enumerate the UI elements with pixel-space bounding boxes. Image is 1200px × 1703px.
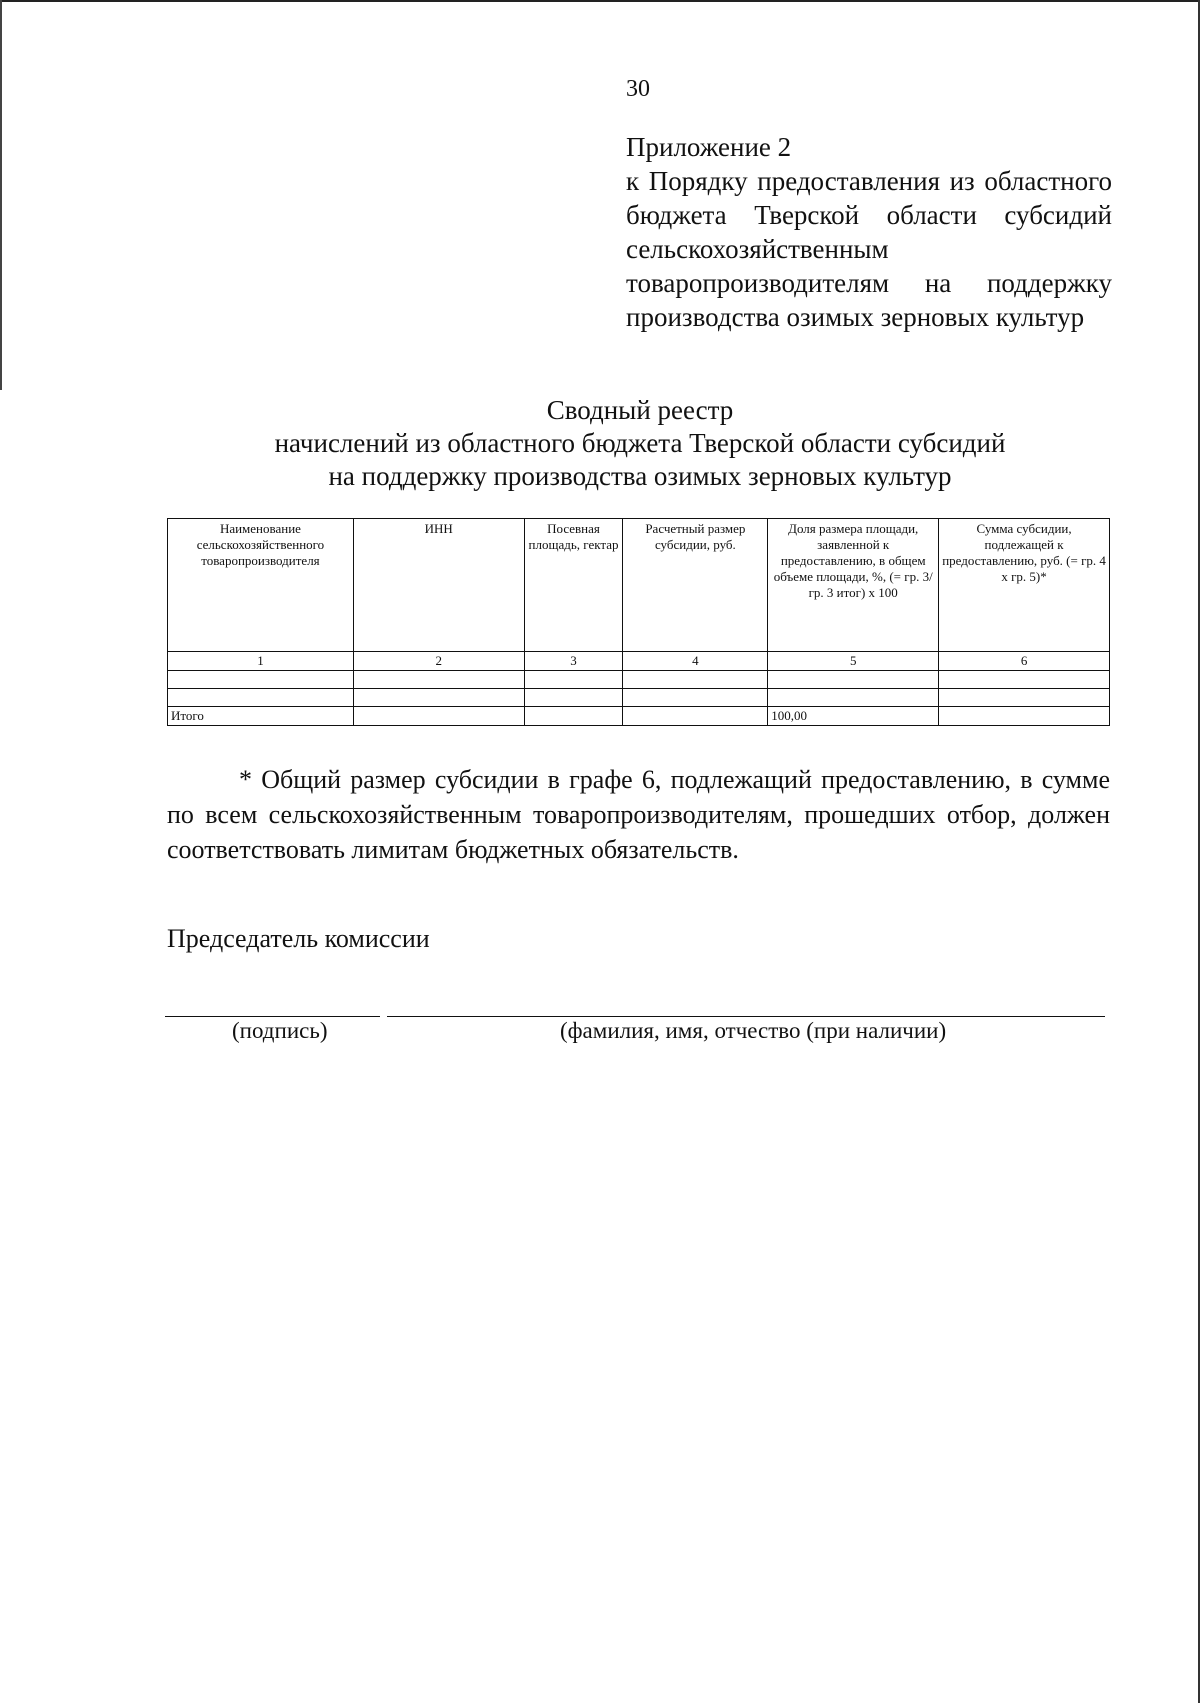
column-number-row <box>168 652 1110 671</box>
signature-caption: (подпись) <box>232 1018 328 1043</box>
table-cell <box>768 689 939 707</box>
table-cell <box>524 689 623 707</box>
registry-table <box>167 518 1110 726</box>
signature-line <box>165 1016 380 1017</box>
table-cell <box>353 707 524 726</box>
scan-edge-left <box>0 0 2 390</box>
table-row <box>168 671 1110 689</box>
column-number: 1 <box>168 652 354 671</box>
appendix-text: к Порядку предоставления из областного бюджета Тверской области субсидий сельскохозяйственным товаропроизводителям на поддержку производства озимых зерновых культур <box>626 166 1112 332</box>
header-subsidy-sum: Сумма субсидии, подлежащей к предоставлению, руб. (= гр. 4 х гр. 5)* <box>939 519 1110 652</box>
table-cell <box>623 671 768 689</box>
table-cell <box>524 707 623 726</box>
table-cell <box>353 671 524 689</box>
table-cell <box>939 671 1110 689</box>
table-row <box>168 689 1110 707</box>
appendix-title: Приложение 2 <box>626 132 792 162</box>
table-cell <box>524 671 623 689</box>
appendix-block <box>626 130 1112 334</box>
column-number: 5 <box>768 652 939 671</box>
header-calculated-subsidy: Расчетный размер субсидии, руб. <box>623 519 768 652</box>
column-number: 2 <box>353 652 524 671</box>
chair-label: Председатель комиссии <box>167 924 430 953</box>
header-row <box>168 519 1110 652</box>
document-title-line-1: Сводный реестр <box>546 395 734 425</box>
scan-edge-top <box>0 0 1200 2</box>
header-area-share: Доля размера площади, заявленной к предоставлению, в общем объеме площади, %, (= гр. 3/гр. 3 итог) х 100 <box>768 519 939 652</box>
header-inn: ИНН <box>353 519 524 652</box>
header-producer-name: Наименование сельскохозяйственного товаропроизводителя <box>168 519 354 652</box>
total-row <box>168 707 1110 726</box>
column-number: 3 <box>524 652 623 671</box>
total-label: Итого <box>168 707 354 726</box>
document-title <box>170 394 1110 493</box>
column-number: 6 <box>939 652 1110 671</box>
total-share-value: 100,00 <box>768 707 939 726</box>
page-number: 30 <box>626 76 650 102</box>
table-cell <box>353 689 524 707</box>
table-cell <box>939 707 1110 726</box>
table-cell <box>623 707 768 726</box>
table-cell <box>939 689 1110 707</box>
document-title-line-2: начислений из областного бюджета Тверской области субсидий <box>274 428 1006 458</box>
table-cell <box>168 671 354 689</box>
footnote: * Общий размер субсидии в графе 6, подлежащий предоставлению, в сумме по всем сельскохозяйственным товаропроизводителям, прошедших отбор, должен соответствовать лимитам бюджетных обязательств. <box>167 765 1110 864</box>
full-name-caption: (фамилия, имя, отчество (при наличии) <box>560 1018 947 1043</box>
document-title-line-3: на поддержку производства озимых зерновых культур <box>328 461 952 491</box>
table-cell <box>768 671 939 689</box>
column-number: 4 <box>623 652 768 671</box>
table-cell <box>168 689 354 707</box>
header-sown-area: Посевная площадь, гектар <box>524 519 623 652</box>
full-name-line <box>387 1016 1105 1017</box>
table-cell <box>623 689 768 707</box>
